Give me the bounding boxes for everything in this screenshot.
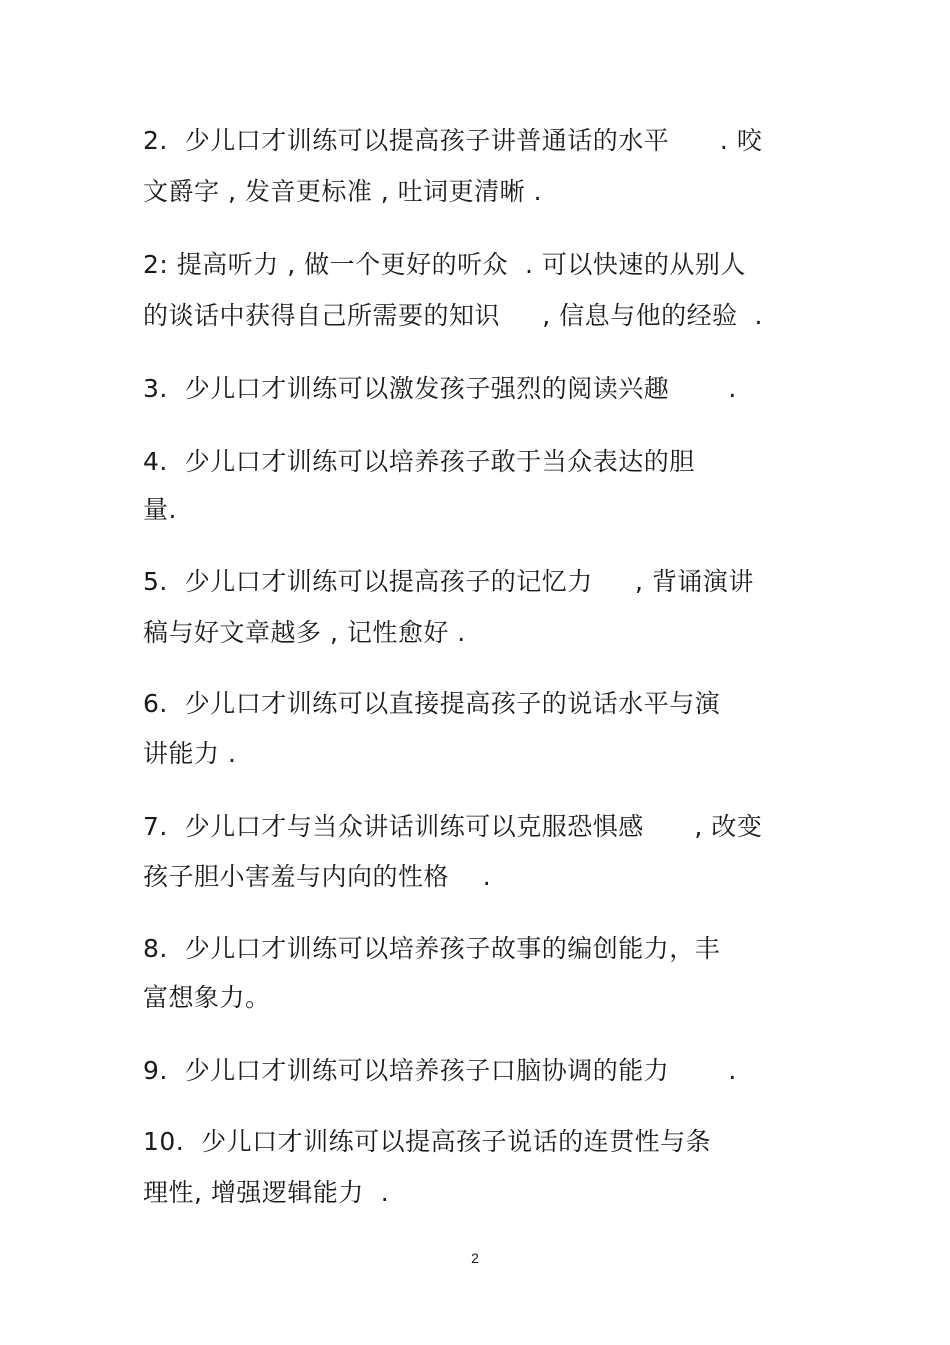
paragraph-10-line-2: 理性, 增强逻辑能力 .: [143, 1178, 390, 1207]
paragraph-8-line-1: 8. 少儿口才训练可以培养孩子故事的编创能力，丰: [143, 934, 721, 963]
paragraph-listening-line-2: 的谈话中获得自己所需要的知识 , 信息与他的经验 .: [143, 301, 763, 330]
paragraph-5-line-2: 稿与好文章越多 , 记性愈好 .: [143, 618, 466, 647]
paragraph-listening-line-1: 2: 提高听力 , 做一个更好的听众 . 可以快速的从别人: [143, 250, 746, 279]
paragraph-6-line-2: 讲能力 .: [143, 739, 237, 768]
paragraph-8-line-2: 富想象力。: [143, 983, 271, 1012]
paragraph-7-line-2: 孩子胆小害羞与内向的性格 .: [143, 862, 492, 891]
paragraph-3-line-1: 3. 少儿口才训练可以激发孩子强烈的阅读兴趣 .: [143, 374, 737, 403]
paragraph-10-line-1: 10. 少儿口才训练可以提高孩子说话的连贯性与条: [143, 1127, 712, 1156]
paragraph-5-line-1: 5. 少儿口才训练可以提高孩子的记忆力 , 背诵演讲: [143, 567, 754, 596]
page-number: 2: [471, 1250, 479, 1266]
paragraph-4-line-2: 量.: [143, 495, 177, 524]
paragraph-2-line-2: 文爵字 , 发音更标准 , 吐词更清晰 .: [143, 177, 543, 206]
paragraph-6-line-1: 6. 少儿口才训练可以直接提高孩子的说话水平与演: [143, 689, 721, 718]
paragraph-9-line-1: 9. 少儿口才训练可以培养孩子口脑协调的能力 .: [143, 1056, 737, 1085]
paragraph-7-line-1: 7. 少儿口才与当众讲话训练可以克服恐惧感 , 改变: [143, 812, 763, 841]
paragraph-2-line-1: 2. 少儿口才训练可以提高孩子讲普通话的水平 . 咬: [143, 126, 763, 155]
paragraph-4-line-1: 4. 少儿口才训练可以培养孩子敢于当众表达的胆: [143, 447, 695, 476]
